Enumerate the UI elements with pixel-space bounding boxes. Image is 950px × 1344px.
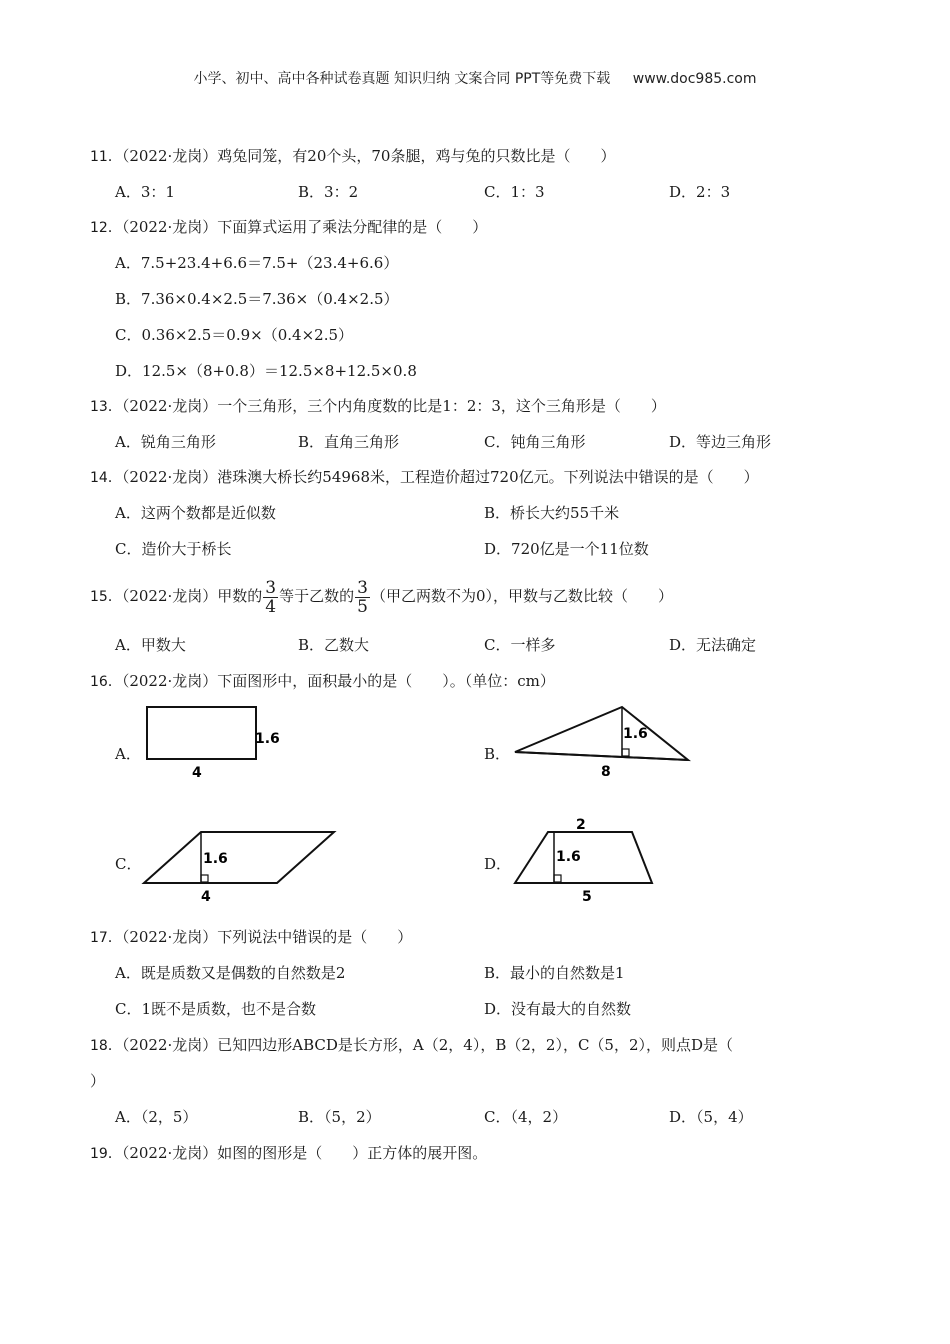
q13-option-c[interactable]: C．钝角三角形 [484,433,586,451]
question-text: （2022·龙岗）已知四边形ABCD是长方形，A（2，4），B（2，2），C（5，2），则点D是（ [121,1036,734,1054]
q15-option-a[interactable]: A．甲数大 [115,636,186,654]
trapezoid-bottom-label: 5 [582,889,592,905]
question-17 [90,927,412,948]
parallelogram-shape [144,832,334,883]
q17-option-d[interactable]: D．没有最大的自然数 [484,1000,632,1018]
question-text: （2022·龙岗）如图的图形是（ ）正方体的展开图。 [121,1144,488,1162]
q18-option-d[interactable]: D．（5，4） [669,1108,753,1126]
q15-option-b[interactable]: B．乙数大 [298,636,370,654]
question-number: 16． [90,674,122,690]
q16-option-d[interactable]: D． [484,855,512,873]
triangle-base-label: 8 [601,764,611,780]
question-18-continued: ） [90,1072,106,1090]
q13-option-b[interactable]: B．直角三角形 [298,433,400,451]
parallelogram-height-label: 1.6 [203,851,228,867]
question-number: 19． [90,1146,122,1162]
rectangle-figure [140,700,290,782]
question-number: 12． [90,220,122,236]
header-text: 小学、初中、高中各种试卷真题 知识归纳 文案合同 PPT等免费下载 [193,71,611,87]
question-text: （2022·龙岗）港珠澳大桥长约54968米，工程造价超过720亿元。下列说法中错误的是（ ） [121,468,759,486]
header-url: www.doc985.com [632,71,757,87]
right-angle-mark [622,749,629,756]
triangle-shape [515,707,688,760]
question-number: 18． [90,1038,122,1054]
question-12 [90,217,487,238]
q14-option-d[interactable]: D．720亿是一个11位数 [484,540,649,558]
q18-option-c[interactable]: C．（4，2） [484,1108,568,1126]
q16-option-b[interactable]: B． [484,745,511,763]
q12-option-c[interactable]: C．0.36×2.5＝0.9×（0.4×2.5） [115,326,354,344]
parallelogram-figure [138,825,343,907]
question-number: 11． [90,149,122,165]
question-text: （2022·龙岗）鸡兔同笼，有20个头，70条腿，鸡与兔的只数比是（ ） [121,147,616,165]
q11-option-b[interactable]: B．3：2 [298,183,359,201]
trapezoid-shape [515,832,652,883]
q15-option-c[interactable]: C．一样多 [484,636,556,654]
question-19 [90,1143,487,1164]
q12-option-a[interactable]: A．7.5+23.4+6.6＝7.5+（23.4+6.6） [115,254,399,272]
q13-option-a[interactable]: A．锐角三角形 [115,433,216,451]
q16-option-c[interactable]: C． [115,855,142,873]
q18-option-b[interactable]: B．（5，2） [298,1108,381,1126]
question-number: 15． [90,589,122,605]
fraction-three-fifths [355,579,370,616]
question-number: 14． [90,470,122,486]
fraction-denominator: 4 [265,596,277,617]
fraction-three-quarters [263,579,278,616]
question-18 [90,1035,733,1056]
q17-option-a[interactable]: A．既是质数又是偶数的自然数是2 [115,964,346,982]
right-angle-mark [201,875,208,882]
q18-option-a[interactable]: A．（2，5） [115,1108,198,1126]
trapezoid-figure [510,812,660,907]
trapezoid-height-label: 1.6 [556,849,581,865]
question-text: （2022·龙岗）一个三角形，三个内角度数的比是1：2：3，这个三角形是（ ） [121,397,666,415]
question-16 [90,671,555,692]
rect-height-label: 1.6 [255,731,280,747]
q17-option-c[interactable]: C．1既不是质数，也不是合数 [115,1000,317,1018]
q11-option-c[interactable]: C．1：3 [484,183,545,201]
rectangle-shape [147,707,256,759]
question-text-c: （甲乙两数不为0），甲数与乙数比较（ ） [370,587,673,605]
fraction-numerator: 3 [265,577,277,598]
question-15 [90,575,673,618]
fraction-denominator: 5 [357,596,368,617]
triangle-height-label: 1.6 [623,726,648,742]
question-text: （2022·龙岗）下面算式运用了乘法分配律的是（ ） [121,218,488,236]
question-13 [90,396,666,417]
q14-option-c[interactable]: C．造价大于桥长 [115,540,232,558]
q11-option-a[interactable]: A．3：1 [115,183,175,201]
q13-option-d[interactable]: D．等边三角形 [669,433,772,451]
q15-option-d[interactable]: D．无法确定 [669,636,757,654]
q14-option-a[interactable]: A．这两个数都是近似数 [115,504,276,522]
q14-option-b[interactable]: B．桥长大约55千米 [484,504,620,522]
question-number: 13． [90,399,122,415]
fraction-numerator: 3 [357,577,368,598]
right-angle-mark [554,875,561,882]
trapezoid-top-label: 2 [576,817,586,833]
q12-option-d[interactable]: D．12.5×（8+0.8）＝12.5×8+12.5×0.8 [115,362,417,380]
question-number: 17． [90,930,122,946]
question-text-b: 等于乙数的 [279,587,355,605]
question-text: （2022·龙岗）下列说法中错误的是（ ） [121,928,413,946]
rect-base-label: 4 [192,765,202,781]
triangle-base-line [515,752,688,760]
triangle-figure [505,700,705,782]
q17-option-b[interactable]: B．最小的自然数是1 [484,964,625,982]
question-text: （2022·龙岗）下面图形中，面积最小的是（ ）。（单位：cm） [121,672,555,690]
question-14 [90,467,759,488]
question-text-a: （2022·龙岗）甲数的 [121,587,263,605]
q16-option-a[interactable]: A． [115,745,141,763]
q12-option-b[interactable]: B．7.36×0.4×2.5＝7.36×（0.4×2.5） [115,290,399,308]
page-header [0,68,950,88]
parallelogram-base-label: 4 [201,889,211,905]
q11-option-d[interactable]: D．2：3 [669,183,731,201]
question-11 [90,146,615,167]
